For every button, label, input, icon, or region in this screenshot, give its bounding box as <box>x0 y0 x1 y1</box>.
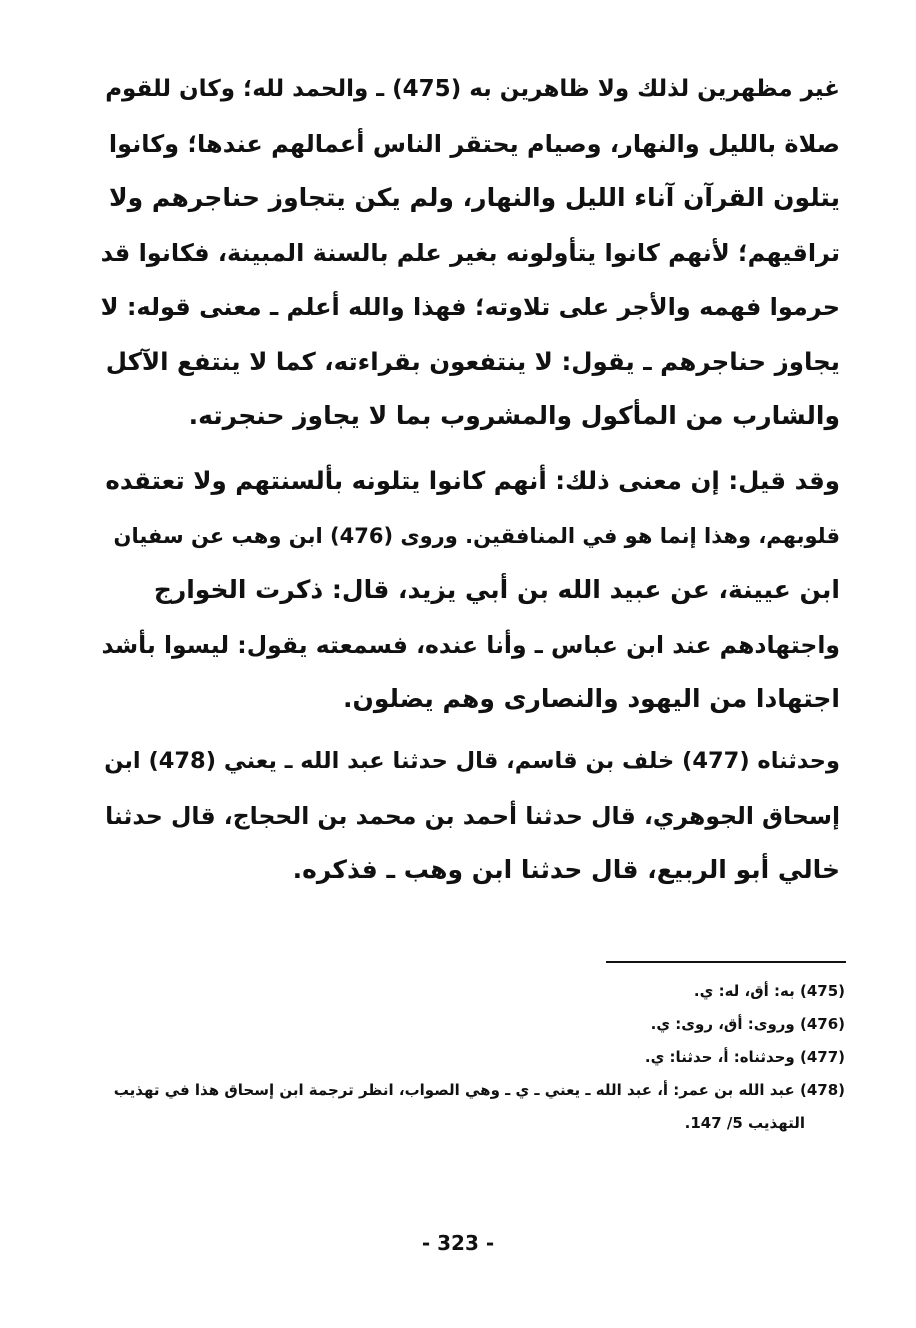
text-line: اجتهادا من اليهود والنصارى وهم يضلون. <box>343 684 840 713</box>
text-line: خالي أبو الربيع، قال حدثنا ابن وهب ـ فذكره. <box>292 855 840 884</box>
paragraph-2 <box>100 454 840 727</box>
footnote-478: (478) عبد الله بن عمر: أ، عبد الله ـ يعني ـ ي ـ وهي الصواب، انظر ترجمة ابن إسحاق هذا في تهذيب <box>113 1081 845 1099</box>
text-line: وقد قيل: إن معنى ذلك: أنهم كانوا يتلونه بألسنتهم ولا تعتقده <box>105 466 840 495</box>
text-line: قلوبهم، وهذا إنما هو في المنافقين. وروى (476) ابن وهب عن سفيان <box>113 523 840 548</box>
text-line: غير مظهرين لذلك ولا ظاهرين به (475) ـ والحمد لله؛ وكان للقوم <box>105 76 840 102</box>
footnote-477: (477) وحدثناه: أ، حدثنا: ي. <box>644 1048 845 1066</box>
text-line: حرموا فهمه والأجر على تلاوته؛ فهذا والله أعلم ـ معنى قوله: لا <box>100 293 840 321</box>
text-line: ابن عيينة، عن عبيد الله بن أبي يزيد، قال: ذكرت الخوارج <box>153 575 840 604</box>
paragraph-1 <box>100 62 840 444</box>
footnotes <box>100 975 845 1140</box>
text-line: تراقيهم؛ لأنهم كانوا يتأولونه بغير علم بالسنة المبينة، فكانوا قد <box>100 238 840 267</box>
text-line: إسحاق الجوهري، قال حدثنا أحمد بن محمد بن الحجاج، قال حدثنا <box>105 801 840 830</box>
text-line: واجتهادهم عند ابن عباس ـ وأنا عنده، فسمعته يقول: ليسوا بأشد <box>101 630 840 659</box>
footnote-475: (475) به: أق، له: ي. <box>693 982 845 1000</box>
page-number: - 323 - <box>421 1231 495 1255</box>
text-line: يجاوز حناجرهم ـ يقول: لا ينتفعون بقراءته، كما لا ينتفع الآكل <box>105 346 840 376</box>
footnote-separator <box>606 961 846 963</box>
text-line: صلاة بالليل والنهار، وصيام يحتقر الناس أعمالهم عندها؛ وكانوا <box>108 129 840 158</box>
text-line: يتلون القرآن آناء الليل والنهار، ولم يكن يتجاوز حناجرهم ولا <box>109 183 840 212</box>
text-line: والشارب من المأكول والمشروب بما لا يجاوز حنجرته. <box>188 401 840 430</box>
footnote-478-continuation: التهذيب 5/ 147. <box>684 1114 805 1132</box>
paragraph-3 <box>100 734 840 898</box>
footnote-476: (476) وروى: أق، روى: ي. <box>650 1015 845 1033</box>
text-line: وحدثناه (477) خلف بن قاسم، قال حدثنا عبد الله ـ يعني (478) ابن <box>104 748 840 774</box>
